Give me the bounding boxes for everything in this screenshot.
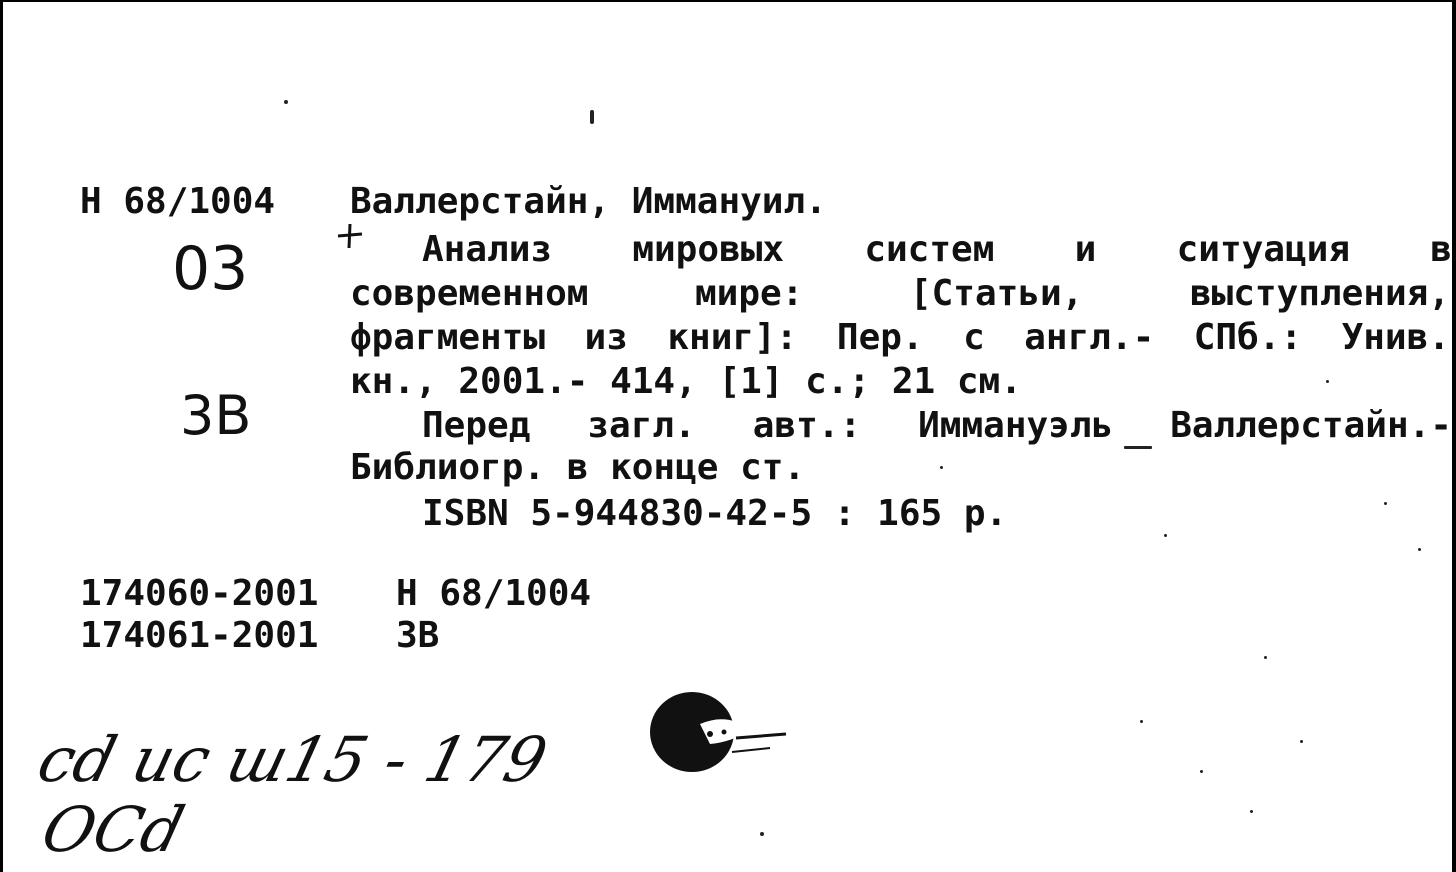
title-line-1 — [422, 230, 1452, 270]
scan-speck — [1326, 380, 1329, 383]
scan-speck — [1384, 502, 1387, 505]
scan-speck — [1124, 446, 1152, 449]
note-word: Перед — [422, 405, 531, 446]
handwritten-code-mid: 3В — [180, 384, 252, 447]
card-right-border — [1452, 0, 1456, 872]
title-word: СПб.: — [1193, 317, 1303, 358]
handwritten-code-top: 03 — [172, 234, 249, 304]
card-top-border — [0, 0, 1456, 2]
title-word: ситуация — [1176, 229, 1351, 270]
handwritten-note-line-1: cd иc ш15 - 179 — [31, 723, 555, 796]
title-word: мире: — [694, 273, 804, 314]
title-word: [Статьи, — [909, 273, 1084, 314]
scan-speck — [1264, 656, 1267, 659]
scan-speck — [1300, 740, 1303, 743]
note-word: загл. — [587, 405, 696, 446]
title-word: из — [584, 317, 628, 358]
card-left-border — [0, 0, 3, 872]
handwritten-note-line-2: ОСd — [35, 793, 192, 866]
title-word: англ.- — [1024, 317, 1155, 358]
title-word: Анализ — [422, 229, 553, 270]
holding-location: 3В — [396, 615, 440, 656]
call-number: Н 68/1004 — [80, 181, 276, 222]
title-word: выступления, — [1189, 273, 1450, 314]
scan-speck — [940, 466, 943, 469]
title-line-3 — [350, 318, 1450, 358]
title-word: в — [1430, 229, 1452, 270]
title-word: Пер. — [836, 317, 924, 358]
author-heading: Валлерстайн, Иммануил. — [350, 181, 827, 222]
holding-location: Н 68/1004 — [396, 573, 592, 614]
imprint-line: кн., 2001.- 414, [1] с.; 21 см. — [350, 361, 1022, 402]
scan-speck — [1140, 720, 1143, 723]
scan-speck — [590, 110, 594, 124]
holding-inventory: 174061-2001 — [80, 615, 319, 656]
holding-inventory: 174060-2001 — [80, 573, 319, 614]
title-word: и — [1074, 229, 1097, 270]
note-word: Валлерстайн.- — [1170, 405, 1452, 446]
title-word: систем — [864, 229, 995, 270]
note-word: Иммануэль — [918, 405, 1114, 446]
title-word: современном — [350, 273, 589, 314]
bibliography-note: Библиогр. в конце ст. — [350, 447, 806, 488]
note-word: авт.: — [752, 405, 862, 446]
title-word: мировых — [632, 229, 785, 270]
library-stamp-icon — [640, 682, 800, 792]
scan-speck — [1250, 810, 1253, 813]
title-word: с — [963, 317, 985, 358]
title-word: фрагменты — [350, 317, 546, 358]
title-word: Унив. — [1341, 317, 1450, 358]
title-line-2 — [350, 274, 1450, 314]
note-line-1 — [422, 406, 1452, 446]
scan-speck — [284, 100, 288, 104]
scan-speck — [1200, 770, 1203, 773]
scan-speck — [1164, 534, 1167, 537]
plus-mark-icon — [334, 222, 368, 252]
title-word: книг]: — [667, 317, 798, 358]
scan-speck — [760, 832, 764, 836]
scan-speck — [1418, 548, 1421, 551]
isbn-line: ISBN 5-944830-42-5 : 165 р. — [422, 493, 1008, 534]
